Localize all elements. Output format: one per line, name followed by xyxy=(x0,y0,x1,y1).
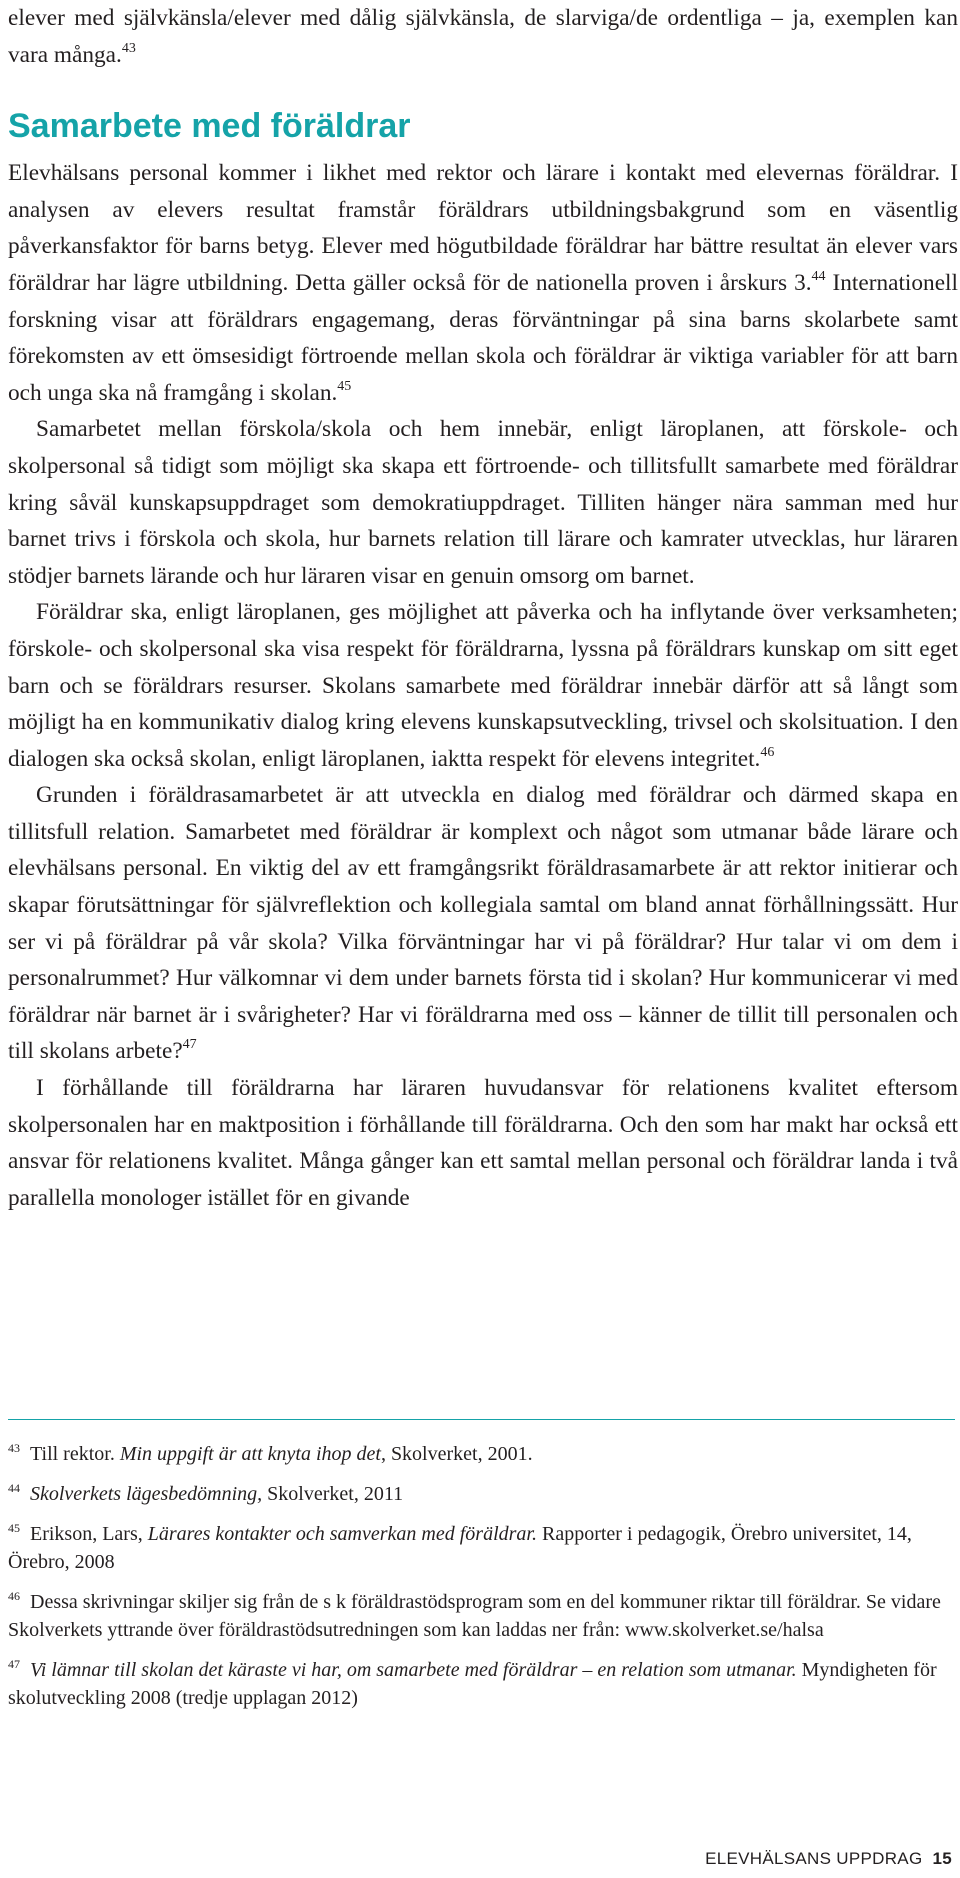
footnote-number: 45 xyxy=(8,1520,20,1535)
page-number: 15 xyxy=(932,1849,952,1868)
footnote-number: 46 xyxy=(8,1588,20,1603)
footnote-ref[interactable]: 43 xyxy=(121,40,136,56)
paragraph: Samarbetet mellan förskola/skola och hem innebär, enligt läroplanen, att förskole- och skolpersonal så tidigt som möjligt ska skapa ett förtroende- och tillitsfullt samarbete med föräldrar kring såväl kunskapsuppdraget som demokratiuppdraget. Tilliten hänger nära samman med hur barnet trivs i förskola och skola, hur barnets relation till lärare och kamrater utvecklas, hur läraren stödjer barnets lärande och hur läraren visar en genuin omsorg om barnet. xyxy=(8,416,958,589)
footnote-number: 47 xyxy=(8,1656,20,1671)
paragraph: Elevhälsans personal kommer i likhet med rektor och lärare i kontakt med elevernas föräldrar. I analysen av elevers resultat framstår föräldrars utbildningsbakgrund som en väsentlig påverkansfaktor för barns betyg. Elever med högutbildade föräldrar har bättre resultat än elever vars föräldrar har lägre utbildning. Detta gäller också för de nationella proven i årskurs 3.44 Internationell forskning visar att föräldrars engagemang, deras förväntningar på sina barns skolarbete samt förekomsten av ett ömsesidigt förtroende mellan skola och föräldrar är viktiga variabler för att barn och unga ska nå framgång i skolan.$^{45}$ xyxy=(8,160,958,406)
footnote-ref[interactable]: 47 xyxy=(182,1037,197,1053)
footnote: $^{47}$ Vi lämnar till skolan det käraste vi har, om samarbete med föräldrar – en relation som utmanar. Myndigheten för skolutveckling 2008 (tredje upplagan 2012) xyxy=(8,1656,937,1709)
paragraph: Föräldrar ska, enligt läroplanen, ges möjlighet att påverka och ha inflytande över verksamheten; förskole- och skolpersonal ska visa respekt för föräldrarna, lyssna på föräldrars kunskap om sitt eget barn och se föräldrars resurser. Skolans samarbete med föräldrar innebär därför att så långt som möjligt ha en kommunikativ dialog kring elevens kunskapsutveckling, trivsel och skolsituation. I den dialogen ska också skolan, enligt läroplanen, iaktta respekt för elevens integritet.$^{46}$ xyxy=(8,599,958,772)
footnote: $^{43}$ Till rektor. Min uppgift är att knyta ihop det, Skolverket, 2001. xyxy=(8,1440,533,1465)
body-text xyxy=(8,0,958,1216)
footnote: $^{45}$ Erikson, Lars, Lärares kontakter och samverkan med föräldrar. Rapporter i pedagogik, Örebro universitet, 14, Örebro, 2008 xyxy=(8,1520,912,1573)
footnote-number: 44 xyxy=(8,1480,20,1495)
paragraph: I förhållande till föräldrarna har läraren huvudansvar för relationens kvalitet eftersom skolpersonalen har en maktposition i förhållande till föräldrarna. Och den som har makt har också ett ansvar för relationens kvalitet. Många gånger kan ett samtal mellan personal och föräldrar landa i två parallella monologer istället för en givande xyxy=(8,1075,958,1211)
footnote-ref[interactable]: 44 xyxy=(811,269,826,285)
page-footer xyxy=(705,1849,952,1869)
intro-paragraph: elever med självkänsla/elever med dålig självkänsla, de slarviga/de ordentliga – ja, exemplen kan vara många.$^{43}$ xyxy=(8,5,958,68)
footnote-number: 43 xyxy=(8,1440,20,1455)
footnote-ref[interactable]: 46 xyxy=(760,744,775,760)
paragraph: Grunden i föräldrasamarbetet är att utveckla en dialog med föräldrar och därmed skapa en tillitsfull relation. Samarbetet med föräldrar är komplext och något som utmanar både lärare och elevhälsans personal. En viktig del av ett framgångsrikt föräldrasamarbete är att rektor initierar och skapar förutsättningar för självreflektion och kollegiala samtal om bland annat förhållningssätt. Hur ser vi på föräldrar på vår skola? Vilka förväntningar har vi på föräldrar? Hur talar vi om dem i personalrummet? Hur välkomnar vi dem under barnets första tid i skolan? Hur kommunicerar vi med föräldrar när barnet är i svårigheter? Har vi föräldrarna med oss – känner de tillit till personalen och till skolans arbete?$^{47}$ xyxy=(8,782,958,1065)
footnote-divider xyxy=(8,1419,955,1420)
footnotes xyxy=(8,1440,958,1724)
footnote: $^{46}$ Dessa skrivningar skiljer sig från de s k föräldrastödsprogram som en del kommuner riktar till föräldrar. Se vidare Skolverkets yttrande över föräldrastödsutredningen som kan laddas ner från: www.skolverket.se/halsa xyxy=(8,1588,941,1641)
footnote: $^{44}$ Skolverkets lägesbedömning, Skolverket, 2011 xyxy=(8,1480,404,1505)
section-heading: Samarbete med föräldrar xyxy=(8,107,411,146)
footnote-ref[interactable]: 45 xyxy=(337,378,352,394)
running-title: ELEVHÄLSANS UPPDRAG xyxy=(705,1849,923,1868)
